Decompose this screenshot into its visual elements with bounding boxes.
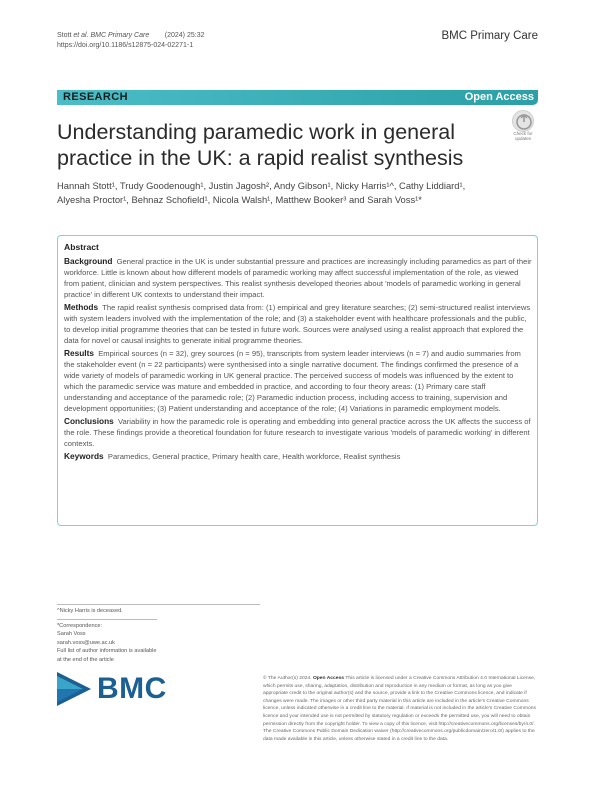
running-header-citation (57, 31, 204, 51)
abstract-box (57, 235, 538, 526)
methods-text: The rapid realist synthesis comprised data from: (1) empirical and grey literature searches; (2) semi-structured realist interviews with system leaders involved with the implementation of the role; and (3) a stakeholder event with healthcare professionals and the public, to develop initial programme theories that can be tested in future work. Sources were analysed using a realist approach that explored the data for novel or causal insights to generate initial programme theories. (64, 303, 531, 345)
badge-line1: Check for (513, 131, 533, 136)
abstract-results (64, 348, 532, 414)
conclusions-text: Variability in how the paramedic role is operating and embedding into general practice across the UK affects the success of the role. These findings provide a theoretical foundation for future research to investigate various 'models of paramedic working' in different contexts. (64, 416, 531, 448)
citation-author: Stott (57, 32, 72, 39)
keywords-text: Paramedics, General practice, Primary health care, Health workforce, Realist synthesis (107, 451, 401, 461)
check-for-updates-badge[interactable] (508, 110, 538, 140)
bmc-logo (57, 672, 177, 706)
abstract-keywords (64, 451, 532, 463)
keywords-label: Keywords (64, 450, 104, 461)
background-text: General practice in the UK is under substantial pressure and practices are increasingly including paramedics as part of their workforce. Little is known about how different models of paramedic working may affect successful implementation of the role, as viewed from patient, clinician and system perspectives. This realist synthesis developed theories about 'models of paramedic working in general practice' in different UK contexts to understand their impact. (64, 257, 532, 299)
abstract-methods (64, 302, 532, 347)
methods-label: Methods (64, 302, 99, 313)
author-list (57, 179, 497, 207)
copyright-lead: © The Author(s) 2024. (263, 676, 312, 681)
correspondence-label: *Correspondence: (57, 622, 103, 629)
abstract-heading: Abstract (64, 242, 99, 252)
article-type-label: RESEARCH (63, 91, 128, 103)
abstract-conclusions (64, 416, 532, 450)
bmc-logo-mark (57, 672, 93, 706)
article-type-band (57, 90, 538, 105)
correspondence-email[interactable]: sarah.voss@uwe.ac.uk (57, 639, 115, 646)
bmc-logo-text: BMC (97, 672, 167, 705)
abstract-background (64, 256, 532, 301)
citation-etal: et al. BMC Primary Care (73, 32, 150, 39)
results-label: Results (64, 348, 94, 359)
check-updates-icon (512, 110, 534, 132)
footnotes (57, 604, 260, 665)
open-access-label: Open Access (464, 91, 534, 103)
open-access-tag: Open Access (312, 676, 345, 681)
results-text: Empirical sources (n = 32), grey sources (n = 95), transcripts from system leader interviews (n = 7) and audio summaries from the stakeholder event (n = 22 participants) were synthesised into a single narrative document. The findings confirmed the presence of a wide variety of models of paramedic working in UK general practice. The perceived success of models was influenced by the extent to which the paramedic service was mature and embedded in practice, and according to four theory areas: (1) Primary care staff understanding and acceptance of the paramedic role; (2) Paramedic induction process, including access to training, supervision and development opportunities; (3) Patient understanding and acceptance of the role; (4) Variations in paramedic employment models. (64, 349, 521, 413)
author-line-1: Hannah Stott¹, Trudy Goodenough¹, Justin Jagosh², Andy Gibson¹, Nicky Harris¹^, Cathy Liddiard¹, (57, 180, 466, 191)
conclusions-label: Conclusions (64, 415, 114, 426)
license-statement (263, 675, 538, 743)
license-text: This article is licensed under a Creative Commons Attribution 4.0 International License, which permits use, sharing, adaptation, distribution and reproduction in any medium or format, as long as you give appropriate credit to the original author(s) and the source, provide a link to the Creative Commons licence, and indicate if changes were made. The images or other third party material in this article are included in the article's Creative Commons licence, unless indicated otherwise in a credit line to the material. If material is not included in the article's Creative Commons licence and your intended use is not permitted by statutory regulation or exceeds the permitted use, you will need to obtain permission directly from the copyright holder. To view a copy of this licence, visit http://creativecommons.org/licenses/by/4.0/. The Creative Commons Public Domain Dedication waiver (http://creativecommons.org/publicdomain/zero/1.0/) applies to the data made available in this article, unless otherwise stated in a credit line to the data. (263, 676, 536, 742)
citation-year: (2024) 25:32 (164, 32, 205, 39)
affiliations-note: Full list of author information is available at the end of the article (57, 648, 157, 663)
deceased-note: ^Nicky Harris is deceased. (57, 608, 123, 614)
correspondence-name: Sarah Voss (57, 631, 86, 638)
author-line-2: Alyesha Proctor¹, Behnaz Schofield¹, Nicola Walsh¹, Matthew Booker³ and Sarah Voss¹* (57, 194, 422, 205)
correspondence-block (57, 619, 157, 665)
article-title: Understanding paramedic work in general practice in the UK: a rapid realist synthesis (57, 120, 464, 170)
journal-name: BMC Primary Care (441, 30, 538, 42)
background-label: Background (64, 256, 113, 266)
doi-link[interactable]: https://doi.org/10.1186/s12875-024-02271-1 (57, 42, 194, 49)
badge-line2: updates (514, 136, 531, 141)
